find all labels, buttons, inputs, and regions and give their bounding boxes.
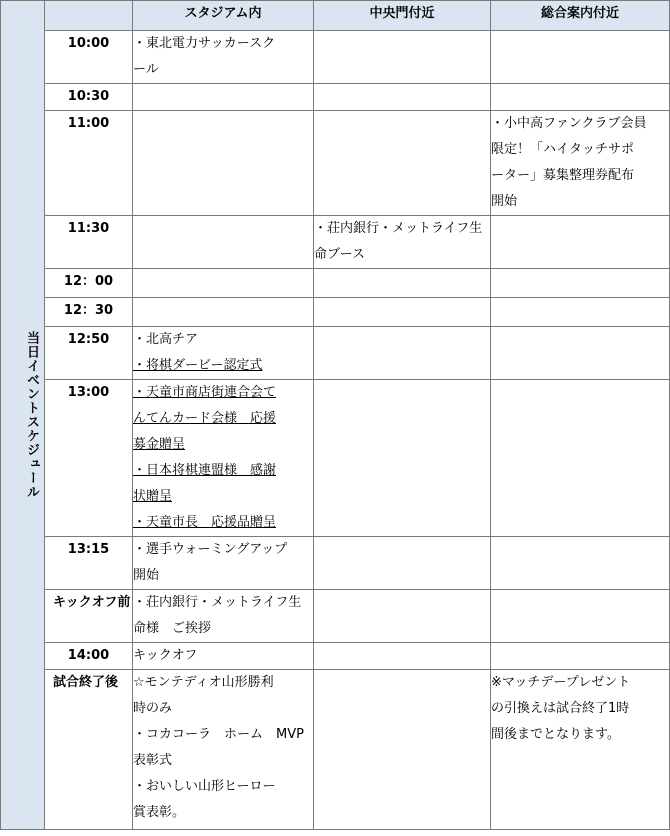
entry-line: ・将棋ダービー認定式: [133, 358, 263, 373]
entry-line: ・東北電力サッカースク: [133, 36, 276, 51]
time-cell: 試合終了後: [45, 670, 133, 830]
entry-line: ・コカコーラ ホーム MVP: [133, 727, 304, 742]
header-info-desk: 総合案内付近: [491, 1, 670, 31]
table-row: [1, 590, 670, 643]
time-cell: 14:00: [45, 643, 133, 670]
entry-line: の引換えは試合終了1時: [491, 701, 630, 716]
table-row: [1, 643, 670, 670]
gate-cell: [314, 670, 491, 830]
gate-cell: [314, 31, 491, 84]
entry-line: 開始: [133, 568, 160, 583]
header-central-gate: 中央門付近: [314, 1, 491, 31]
entry-line: ・おいしい山形ヒーロー: [133, 779, 276, 794]
gate-cell: [314, 84, 491, 111]
info-cell: [491, 643, 670, 670]
stadium-cell: [133, 670, 314, 830]
info-cell: [491, 216, 670, 269]
table-row: [1, 670, 670, 830]
table-row: [1, 298, 670, 327]
gate-cell: [314, 327, 491, 380]
stadium-cell: [133, 537, 314, 590]
info-cell: [491, 670, 670, 830]
gate-cell: [314, 298, 491, 327]
entry-line: ・荘内銀行・メットライフ生: [314, 221, 483, 236]
time-cell: 11:00: [45, 111, 133, 216]
time-cell: 12：30: [45, 298, 133, 327]
time-cell: 13:15: [45, 537, 133, 590]
entry-line: ・天童市長 応援品贈呈: [133, 515, 277, 530]
stadium-cell: [133, 269, 314, 298]
entry-line: 募金贈呈: [133, 437, 186, 452]
stadium-cell: [133, 643, 314, 670]
stadium-cell: [133, 327, 314, 380]
info-cell: [491, 269, 670, 298]
entry-line: 命様 ご挨拶: [133, 621, 212, 636]
entry-line: ※マッチデープレゼント: [491, 675, 631, 690]
gate-cell: [314, 380, 491, 537]
time-cell: 10:00: [45, 31, 133, 84]
entry-line: ・北高チア: [133, 332, 199, 347]
time-cell: 13:00: [45, 380, 133, 537]
entry-line: 限定！「ハイタッチサポ: [491, 142, 635, 157]
info-cell: [491, 84, 670, 111]
gate-cell: [314, 216, 491, 269]
info-cell: [491, 298, 670, 327]
gate-cell: [314, 590, 491, 643]
entry-line: 命ブース: [314, 247, 365, 262]
stadium-cell: [133, 380, 314, 537]
time-cell: 12:50: [45, 327, 133, 380]
entry-line: 表彰式: [133, 753, 173, 768]
entry-line: 開始: [491, 194, 518, 209]
entry-line: ール: [133, 62, 159, 77]
time-cell: 10:30: [45, 84, 133, 111]
stadium-cell: [133, 31, 314, 84]
gate-cell: [314, 111, 491, 216]
info-cell: [491, 111, 670, 216]
entry-line: 時のみ: [133, 701, 173, 716]
entry-line: 状贈呈: [133, 489, 173, 504]
gate-cell: [314, 269, 491, 298]
info-cell: [491, 537, 670, 590]
table-row: [1, 84, 670, 111]
info-cell: [491, 327, 670, 380]
stadium-cell: [133, 84, 314, 111]
time-cell: 12：00: [45, 269, 133, 298]
time-cell: 11:30: [45, 216, 133, 269]
entry-line: ☆モンテディオ山形勝利: [133, 675, 274, 690]
entry-line: ・小中高ファンクラブ会員: [491, 116, 647, 131]
entry-line: ・日本将棋連盟様 感謝: [133, 463, 277, 478]
table-row: [1, 216, 670, 269]
side-label: 当日イベントスケジュール: [1, 1, 45, 830]
stadium-cell: [133, 298, 314, 327]
entry-line: ーター」募集整理券配布: [491, 168, 635, 183]
header-stadium: スタジアム内: [133, 1, 314, 31]
entry-line: んてんカード会様 応援: [133, 411, 277, 426]
stadium-cell: [133, 216, 314, 269]
stadium-cell: [133, 111, 314, 216]
entry-line: キックオフ: [133, 648, 198, 663]
info-cell: [491, 590, 670, 643]
table-row: [1, 327, 670, 380]
stadium-cell: [133, 590, 314, 643]
info-cell: [491, 31, 670, 84]
info-cell: [491, 380, 670, 537]
header-corner: [45, 1, 133, 31]
table-row: [1, 111, 670, 216]
gate-cell: [314, 537, 491, 590]
entry-line: ・荘内銀行・メットライフ生: [133, 595, 302, 610]
table-row: [1, 31, 670, 84]
header-row: [1, 1, 670, 31]
table-row: [1, 537, 670, 590]
table-row: [1, 380, 670, 537]
entry-line: ・選手ウォーミングアップ: [133, 542, 288, 557]
entry-line: 賞表彰。: [133, 805, 186, 820]
gate-cell: [314, 643, 491, 670]
time-cell: キックオフ前: [45, 590, 133, 643]
table-row: [1, 269, 670, 298]
entry-line: ・天童市商店街連合会て: [133, 385, 277, 400]
entry-line: 間後までとなります。: [491, 727, 620, 742]
